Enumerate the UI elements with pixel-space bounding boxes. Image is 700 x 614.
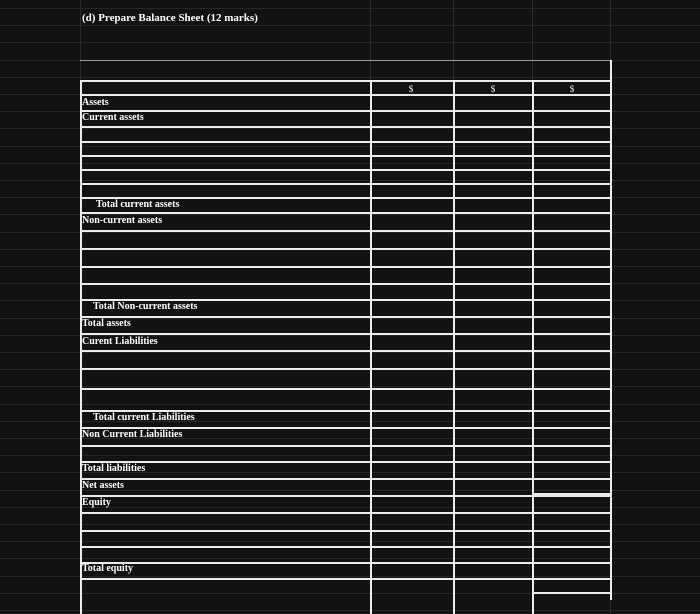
total-double-underline [532,493,610,495]
row-label-non-current-liabilities: Non Current Liabilities [82,429,183,440]
amount-column-1-header: $ [408,84,414,94]
row-label-total-current-assets: Total current assets [96,199,180,210]
row-label-net-assets: Net assets [82,480,124,491]
row-label-non-current-assets: Non-current assets [82,215,163,226]
table-row-rule [80,126,610,128]
table-row-rule [80,110,610,112]
table-row-rule [80,333,610,335]
table-row-rule [80,445,610,447]
row-label-equity: Equity [82,497,111,508]
table-row-rule [80,141,610,143]
table-column-rule [453,80,455,614]
row-label-current-assets: Current assets [82,112,144,123]
table-row-rule [80,530,610,532]
table-row-rule [80,578,610,580]
total-double-underline [532,592,610,594]
row-label-total-assets: Total assets [82,318,131,329]
table-row-rule [80,299,610,301]
table-row-rule [80,266,610,268]
table-row-rule [80,350,610,352]
table-row-rule [80,461,610,463]
table-column-rule [370,80,372,614]
table-row-rule [80,388,610,390]
table-row-rule [80,155,610,157]
row-label-total-current-liabilities: Total current Liabilities [93,412,195,423]
row-label-assets: Assets [82,97,109,108]
page-title: (d) Prepare Balance Sheet (12 marks) [82,12,258,24]
table-row-rule [80,478,610,480]
row-label-total-non-current-assets: Total Non-current assets [93,301,198,312]
row-label-total-liabilities: Total liabilities [82,463,146,474]
table-row-rule [80,495,610,497]
row-label-total-equity: Total equity [82,563,134,574]
amount-column-2-header: $ [490,84,496,94]
table-row-rule [80,368,610,370]
amount-column-3-header: $ [569,84,575,94]
table-row-rule [80,546,610,548]
table-column-rule [610,60,612,600]
table-row-rule [80,427,610,429]
table-top-rule [80,60,610,61]
table-row-rule [80,248,610,250]
table-row-rule [80,410,610,412]
table-row-rule [80,562,610,564]
table-row-rule [80,230,610,232]
table-row-rule [80,80,610,82]
row-label-current-liabilities: Curent Liabilities [82,336,158,347]
table-row-rule [80,512,610,514]
table-row-rule [80,283,610,285]
table-row-rule [80,94,610,96]
table-column-rule [80,80,82,614]
table-column-rule [532,80,534,614]
table-row-rule [80,316,610,318]
table-row-rule [80,169,610,171]
table-row-rule [80,197,610,199]
table-row-rule [80,212,610,214]
table-row-rule [80,183,610,185]
